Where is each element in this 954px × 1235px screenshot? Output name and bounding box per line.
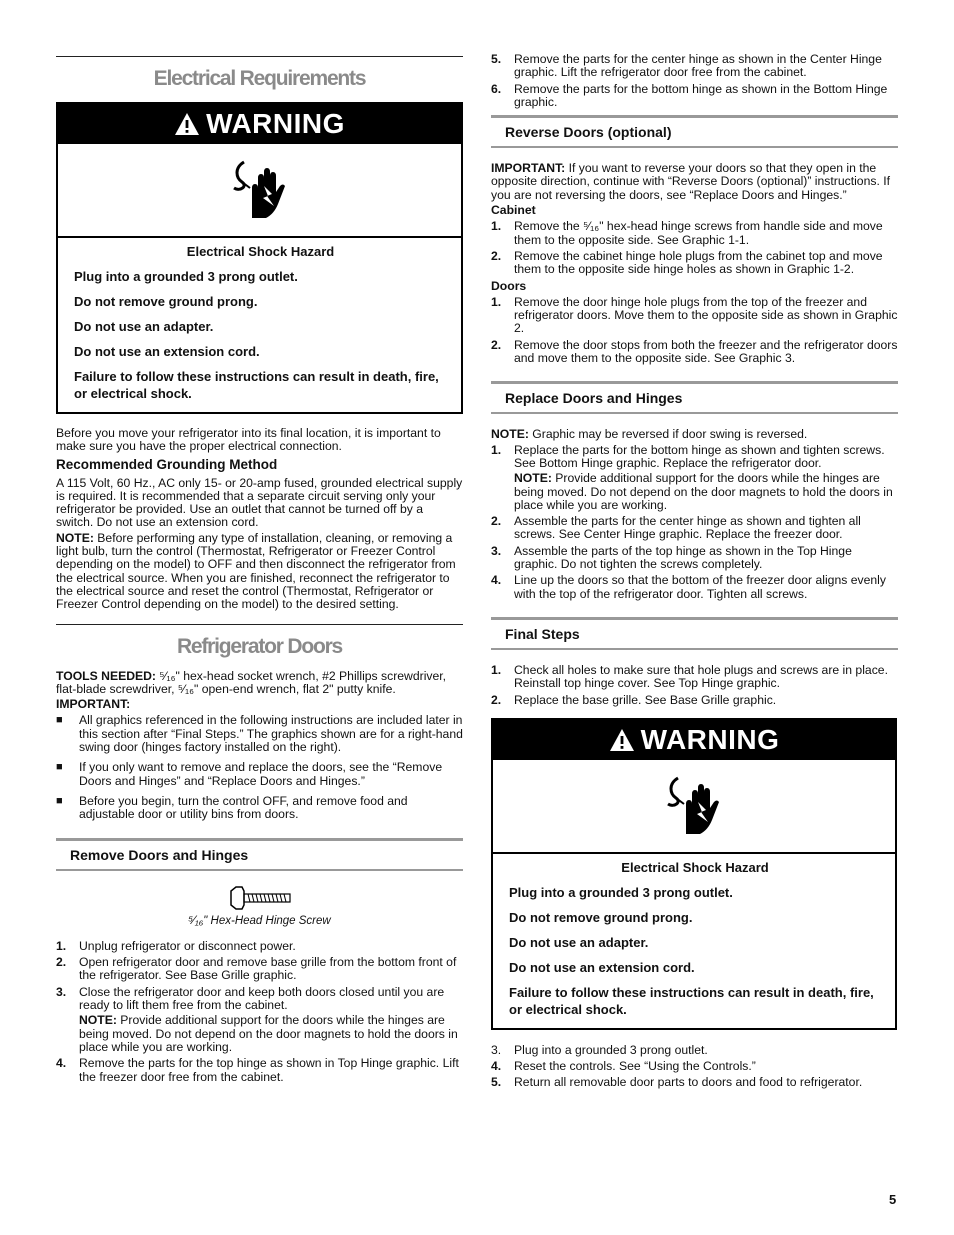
step-number: 2. <box>56 955 67 970</box>
step-text: Replace the base grille. See Base Grille graphic. <box>514 692 777 707</box>
note-label: NOTE: <box>56 530 94 545</box>
shock-icon-row <box>58 144 461 238</box>
hazard-title: Electrical Shock Hazard <box>186 244 335 259</box>
electrical-shock-hand-icon <box>230 158 290 222</box>
step-number: 6. <box>491 81 502 96</box>
square-bullet-icon: ■ <box>56 714 63 727</box>
replace-doors-heading: Replace Doors and Hinges <box>491 381 898 414</box>
grounding-heading: Recommended Grounding Method <box>56 456 278 472</box>
step-text: Unplug refrigerator or disconnect power. <box>79 938 296 953</box>
important-bullets <box>56 714 463 821</box>
tools-paragraph <box>56 670 463 697</box>
step-text-with-note <box>514 444 898 512</box>
top-rule <box>56 56 463 57</box>
step-text: Close the refrigerator door and keep both doors closed until you are ready to lift them free from the cabinet. <box>79 984 445 1013</box>
warning-consequence: Failure to follow these instructions can result in death, fire, or electrical shock. <box>509 984 874 1017</box>
step-number: 1. <box>491 442 502 457</box>
step-number: 5. <box>491 52 502 66</box>
warning-box-right <box>491 718 897 1030</box>
warning-line: Do not remove ground prong. <box>74 294 258 309</box>
page-number: 5 <box>889 1192 897 1207</box>
list-item <box>56 940 463 953</box>
step-number: 2. <box>491 514 502 529</box>
step-number: 1. <box>491 294 502 309</box>
list-item <box>56 956 463 983</box>
step-number: 4. <box>491 1059 502 1074</box>
note-text: Provide additional support for the doors while the hinges are being moved. Do not depend on the door magnets to hold the doors in place while you are working. <box>514 471 893 512</box>
note-label: NOTE: <box>79 1013 117 1028</box>
note-text: Before performing any type of installation, cleaning, or removing a light bulb, turn the control (Thermostat, Refrigerator or Freezer Control depending on the model) to OFF and then disconnect the refrigerator from the electrical source. When you are finished, reconnect the refrigerator to the electrical source and reset the control (Thermostat, Refrigerator or Freezer Control depending on the model) to the desired setting. <box>56 530 456 612</box>
step-number: 3. <box>56 984 67 999</box>
warning-line: Do not use an extension cord. <box>74 344 260 359</box>
screw-figure <box>56 885 463 928</box>
square-bullet-icon: ■ <box>56 794 63 807</box>
screw-caption: ⁵⁄₁₆" Hex-Head Hinge Screw <box>188 914 331 927</box>
note-paragraph <box>56 532 463 612</box>
warning-label: WARNING <box>640 724 780 756</box>
list-item <box>491 83 898 110</box>
step-number: 2. <box>491 337 502 352</box>
final-steps-list <box>491 664 898 707</box>
replace-note-paragraph <box>491 428 898 441</box>
list-item <box>491 515 898 542</box>
refrigerator-doors-title: Refrigerator Doors <box>176 634 343 658</box>
step-number: 1. <box>56 938 67 953</box>
list-item <box>491 545 898 572</box>
list-item <box>491 694 898 707</box>
list-item <box>491 444 898 512</box>
step-text: Return all removable door parts to doors and food to refrigerator. <box>514 1075 863 1090</box>
step-text: Assemble the parts for the center hinge as shown and tighten all screws. See Center Hinge graphic. Replace the freezer door. <box>514 514 861 542</box>
list-item <box>491 664 898 691</box>
list-item <box>491 220 898 247</box>
list-item <box>491 1076 898 1089</box>
warning-line: Plug into a grounded 3 prong outlet. <box>74 269 298 284</box>
step-text: Remove the parts for the bottom hinge as shown in the Bottom Hinge graphic. <box>514 81 888 109</box>
step-number: 2. <box>491 248 502 263</box>
remove-steps-continued <box>491 53 898 109</box>
warning-line: Do not use an adapter. <box>509 934 649 950</box>
step-text: Remove the ⁵⁄₁₆" hex-head hinge screws from handle side and move them to the opposite side. See Graphic 1-1. <box>514 219 883 247</box>
warning-triangle-icon <box>609 728 635 752</box>
step-number: 3. <box>491 1042 502 1057</box>
list-item <box>491 339 898 366</box>
step-text: Assemble the parts of the top hinge as shown in the Top Hinge graphic. Do not tighten the screws completely. <box>514 543 852 572</box>
reverse-doors-heading: Reverse Doors (optional) <box>491 115 898 148</box>
list-item <box>56 795 463 822</box>
tools-text: ⁵⁄₁₆" hex-head socket wrench, #2 Phillips screwdriver, flat-blade screwdriver, ⁵⁄₁₆" open-end wrench, flat 2" putty knife. <box>56 668 447 696</box>
warning-body <box>493 854 895 1028</box>
reverse-important-paragraph <box>491 162 898 202</box>
step-text: Plug into a grounded 3 prong outlet. <box>514 1042 708 1057</box>
step-text: Remove the parts for the center hinge as shown in the Center Hinge graphic. Lift the refrigerator door free from the cabinet. <box>514 52 882 80</box>
step-number: 4. <box>56 1056 67 1071</box>
list-item <box>56 1057 463 1084</box>
warning-line: Plug into a grounded 3 prong outlet. <box>509 884 733 900</box>
bullet-text: If you only want to remove and replace the doors, see the “Remove Doors and Hinges” and “Replace Doors and Hinges.” <box>79 760 443 788</box>
step-number: 2. <box>491 692 502 707</box>
step-text: Reset the controls. See “Using the Controls.” <box>514 1059 756 1074</box>
warning-header <box>493 720 895 760</box>
note-label: NOTE: <box>514 471 552 486</box>
step-text: Open refrigerator door and remove base grille from the bottom front of the refrigerator. See Base Grille graphic. <box>79 955 457 983</box>
list-item <box>491 53 898 80</box>
important-label: IMPORTANT: <box>491 161 566 176</box>
tools-label: TOOLS NEEDED: <box>56 668 156 683</box>
note-label: NOTE: <box>491 427 529 442</box>
warning-consequence: Failure to follow these instructions can result in death, fire, or electrical shock. <box>74 369 439 401</box>
step-number: 5. <box>491 1075 502 1090</box>
step-note <box>514 472 898 512</box>
warning-label: WARNING <box>206 108 345 140</box>
step-text: Remove the parts for the top hinge as shown in Top Hinge graphic. Lift the freezer door free from the cabinet. <box>79 1056 459 1084</box>
warning-line: Do not remove ground prong. <box>509 909 693 925</box>
step-text: Check all holes to make sure that hole plugs and screws are in place. Reinstall top hinge cover. See Top Hinge graphic. <box>514 662 888 691</box>
warning-body <box>58 238 461 412</box>
warning-triangle-icon <box>174 112 200 136</box>
warning-header <box>58 104 461 144</box>
step-text: Remove the door stops from both the freezer and the refrigerator doors and move them to the opposite side. See Graphic 3. <box>514 337 898 366</box>
list-item <box>491 250 898 277</box>
step-text: Remove the cabinet hinge hole plugs from the cabinet top and move them to the opposite side hinge holes as shown in Graphic 1-2. <box>514 248 883 277</box>
warning-line: Do not use an extension cord. <box>509 959 695 975</box>
step-number: 1. <box>491 662 502 677</box>
left-column <box>56 50 463 1087</box>
step-text: Line up the doors so that the bottom of the freezer door aligns evenly with the top of the refrigerator door. Tighten all screws. <box>514 573 886 601</box>
note-text: Graphic may be reversed if door swing is reversed. <box>528 427 808 442</box>
list-item <box>491 574 898 601</box>
post-steps-list <box>491 1044 898 1090</box>
note-text: Provide additional support for the doors while the hinges are being moved. Do not depend on the door magnets to hold the doors in place while you are working. <box>79 1013 458 1054</box>
list-item <box>491 1060 898 1073</box>
cabinet-steps-list <box>491 220 898 276</box>
final-steps-heading: Final Steps <box>491 617 898 650</box>
hex-head-screw-icon <box>228 885 292 911</box>
doors-label: Doors <box>491 278 527 293</box>
warning-line: Do not use an adapter. <box>74 319 214 334</box>
important-text: If you want to reverse your doors so that they open in the opposite direction, continue with “Reverse Doors (optional)” instructions. If you are not reversing the doors, see “Replace Doors and Hinges.” <box>491 161 890 202</box>
remove-steps-list <box>56 940 463 1084</box>
right-column <box>491 50 898 1093</box>
square-bullet-icon: ■ <box>56 761 63 774</box>
grounding-paragraph: A 115 Volt, 60 Hz., AC only 15- or 20-amp fused, grounded electrical supply is required. It is recommended that a separate circuit serving only your refrigerator be provided. Use an outlet that cannot be turned off by a switch. Do not use an extension cord. <box>56 475 463 530</box>
bullet-text: Before you begin, turn the control OFF, and remove food and adjustable door or utility bins from doors. <box>79 793 408 822</box>
step-number: 4. <box>491 573 502 588</box>
list-item <box>491 1044 898 1057</box>
step-text-with-note <box>79 986 463 1054</box>
list-item <box>56 761 463 788</box>
section-divider <box>56 624 463 625</box>
electrical-shock-hand-icon <box>664 774 724 838</box>
step-number: 3. <box>491 543 502 558</box>
bullet-text: All graphics referenced in the following instructions are included later in this section after “Final Steps.” The graphics shown are for a right-hand swing door (hinges factory installed on the right). <box>79 713 463 755</box>
remove-doors-heading: Remove Doors and Hinges <box>56 838 463 871</box>
list-item <box>491 296 898 336</box>
intro-paragraph: Before you move your refrigerator into its final location, it is important to make sure you have the proper electrical connection. <box>56 426 441 454</box>
step-text: Remove the door hinge hole plugs from the top of the freezer and refrigerator doors. Move them to the opposite side as shown in Graphic 2. <box>514 294 898 336</box>
step-text: Replace the parts for the bottom hinge as shown and tighten screws. See Bottom Hinge graphic. Replace the refrigerator door. <box>514 442 885 470</box>
doors-steps-list <box>491 296 898 365</box>
step-note <box>79 1014 463 1054</box>
electrical-requirements-title: Electrical Requirements <box>153 67 366 90</box>
cabinet-label: Cabinet <box>491 203 536 218</box>
replace-steps-list <box>491 444 898 601</box>
step-number: 1. <box>491 219 502 234</box>
shock-icon-row <box>493 760 895 854</box>
list-item <box>56 714 463 754</box>
warning-box-left <box>56 102 463 414</box>
important-label: IMPORTANT: <box>56 697 131 712</box>
hazard-title: Electrical Shock Hazard <box>621 859 769 875</box>
list-item <box>56 986 463 1054</box>
